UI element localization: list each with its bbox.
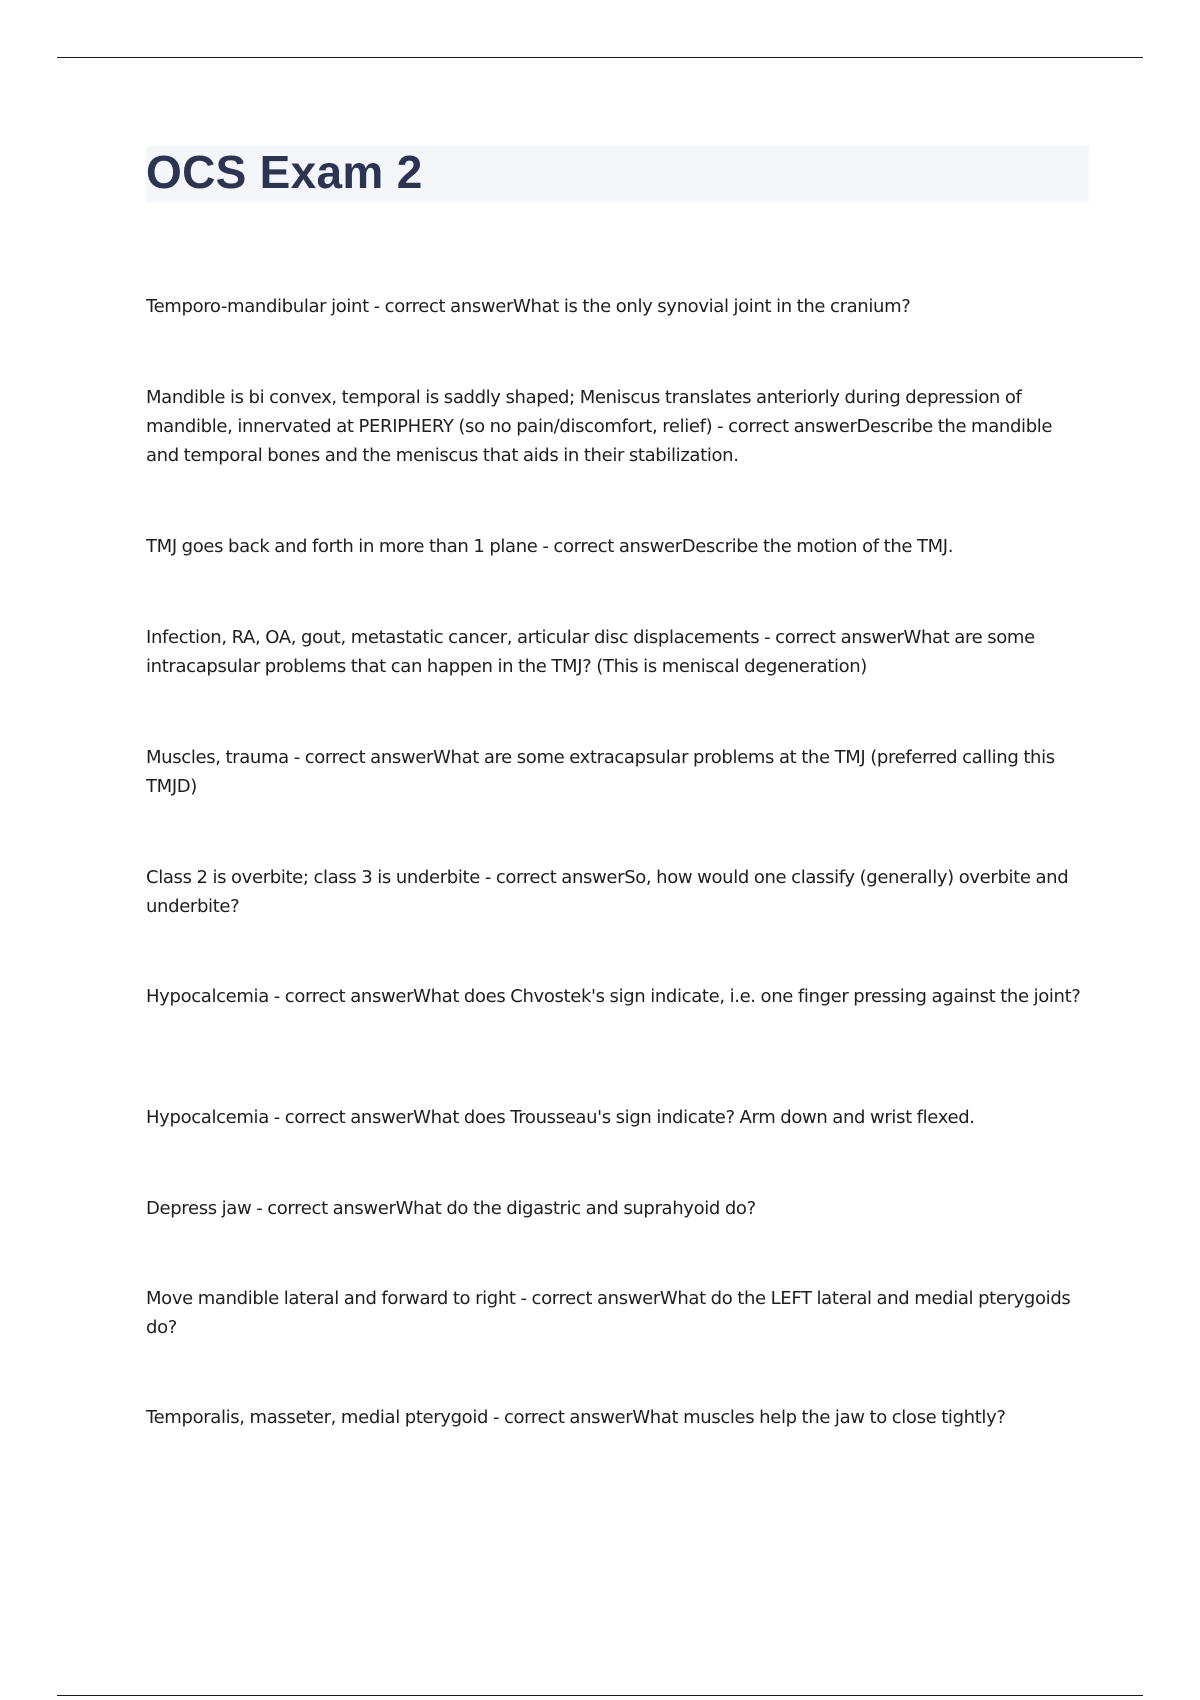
bottom-rule	[57, 1695, 1143, 1696]
qa-item-5: Muscles, trauma - correct answerWhat are some extracapsular problems at the TMJ (preferred calling this TMJD)	[146, 747, 1055, 797]
qa-item-6: Class 2 is overbite; class 3 is underbite - correct answerSo, how would one classify (generally) overbite and underbite?	[146, 867, 1069, 917]
qa-item-10: Move mandible lateral and forward to right - correct answerWhat do the LEFT lateral and medial pterygoids do?	[146, 1288, 1071, 1338]
qa-item-7: Hypocalcemia - correct answerWhat does Chvostek's sign indicate, i.e. one finger pressing against the joint?	[146, 986, 1081, 1007]
qa-item-3: TMJ goes back and forth in more than 1 plane - correct answerDescribe the motion of the TMJ.	[146, 536, 954, 557]
document-title: OCS Exam 2	[146, 146, 423, 198]
qa-item-4: Infection, RA, OA, gout, metastatic cancer, articular disc displacements - correct answerWhat are some intracapsular problems that can happen in the TMJ? (This is meniscal degeneration)	[146, 627, 1035, 677]
qa-item-11: Temporalis, masseter, medial pterygoid - correct answerWhat muscles help the jaw to close tightly?	[146, 1407, 1006, 1428]
qa-item-9: Depress jaw - correct answerWhat do the digastric and suprahyoid do?	[146, 1198, 756, 1219]
qa-item-8: Hypocalcemia - correct answerWhat does Trousseau's sign indicate? Arm down and wrist flexed.	[146, 1107, 975, 1128]
qa-item-2: Mandible is bi convex, temporal is saddly shaped; Meniscus translates anteriorly during depression of mandible, innervated at PERIPHERY (so no pain/discomfort, relief) - correct answerDescribe the mandible and temporal bones and the meniscus that aids in their stabilization.	[146, 387, 1053, 466]
top-rule	[57, 57, 1143, 58]
qa-item-1: Temporo-mandibular joint - correct answerWhat is the only synovial joint in the cranium?	[146, 296, 911, 317]
